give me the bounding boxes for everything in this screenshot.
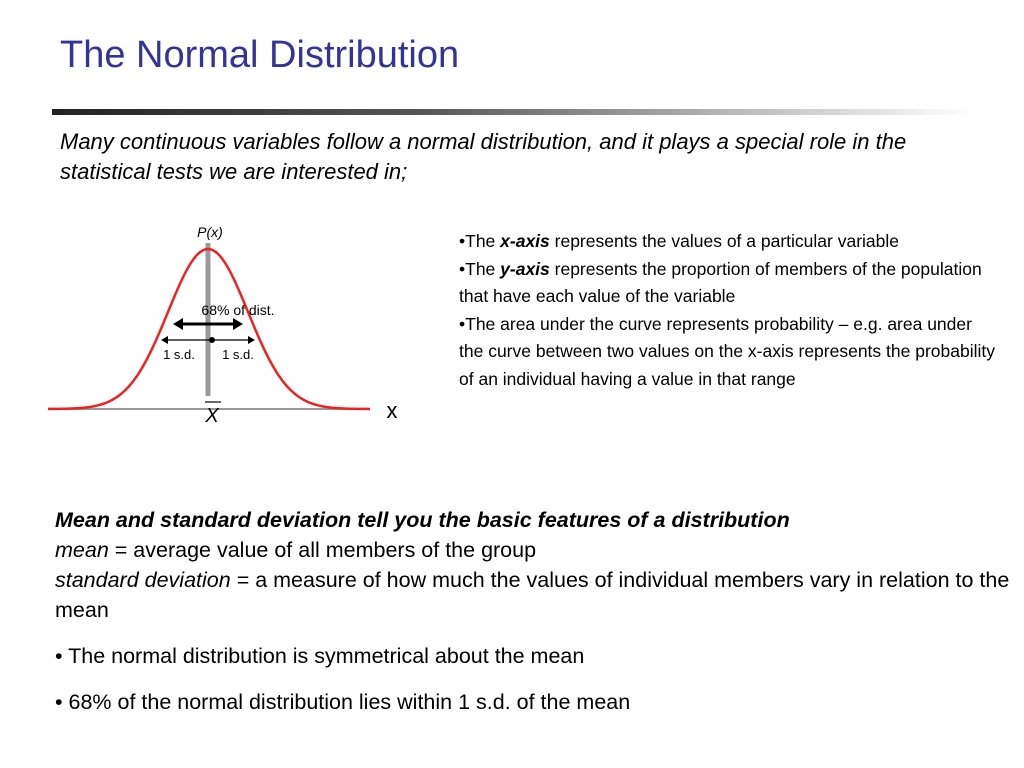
left-sd-label: 1 s.d. [163, 347, 195, 362]
sd-definition: standard deviation = a measure of how much the values of individual members vary in relation to the mean [55, 568, 1010, 622]
mean-definition: mean = average value of all members of the group [55, 538, 537, 562]
mean-point [209, 337, 215, 343]
area-label: 68% of dist. [201, 302, 275, 318]
bullet-area: •The area under the curve represents probability – e.g. area under the curve between two values on the x-axis represents the probability of an individual having a value in that range [459, 313, 995, 389]
right-sd-label: 1 s.d. [222, 347, 254, 362]
summary-point-symmetry: • The normal distribution is symmetrical about the mean [55, 644, 585, 668]
sd-term: standard deviation [55, 568, 231, 592]
summary-section [55, 505, 1015, 717]
bullet-x-axis: •The x-axis represents the values of a particular variable [459, 231, 899, 251]
slide-title: The Normal Distribution [60, 34, 460, 76]
intro-text: Many continuous variables follow a normal distribution, and it plays a special role in the statistical tests we are interested in; [60, 129, 907, 184]
y-axis-term: y-axis [500, 258, 550, 279]
summary-point-68: • 68% of the normal distribution lies within 1 s.d. of the mean [55, 690, 631, 714]
x-axis-term: x-axis [500, 231, 550, 251]
area-arrow-right-head [233, 318, 243, 330]
sd-arrow-right-head [248, 336, 255, 344]
x-axis-label: x [386, 398, 398, 423]
area-arrow-left-head [173, 318, 183, 330]
summary-heading: Mean and standard deviation tell you the basic features of a distribution [55, 508, 790, 532]
axis-explanation-list [459, 228, 999, 393]
title-divider [52, 109, 972, 115]
bullet-y-axis: •The y-axis represents the proportion of members of the population that have each value of the variable [459, 258, 982, 306]
sd-arrow-left-head [161, 336, 168, 344]
y-axis-label: P(x) [197, 224, 223, 240]
mean-term: mean [55, 538, 109, 562]
normal-distribution-figure [40, 215, 410, 430]
mean-symbol: X [205, 405, 219, 427]
